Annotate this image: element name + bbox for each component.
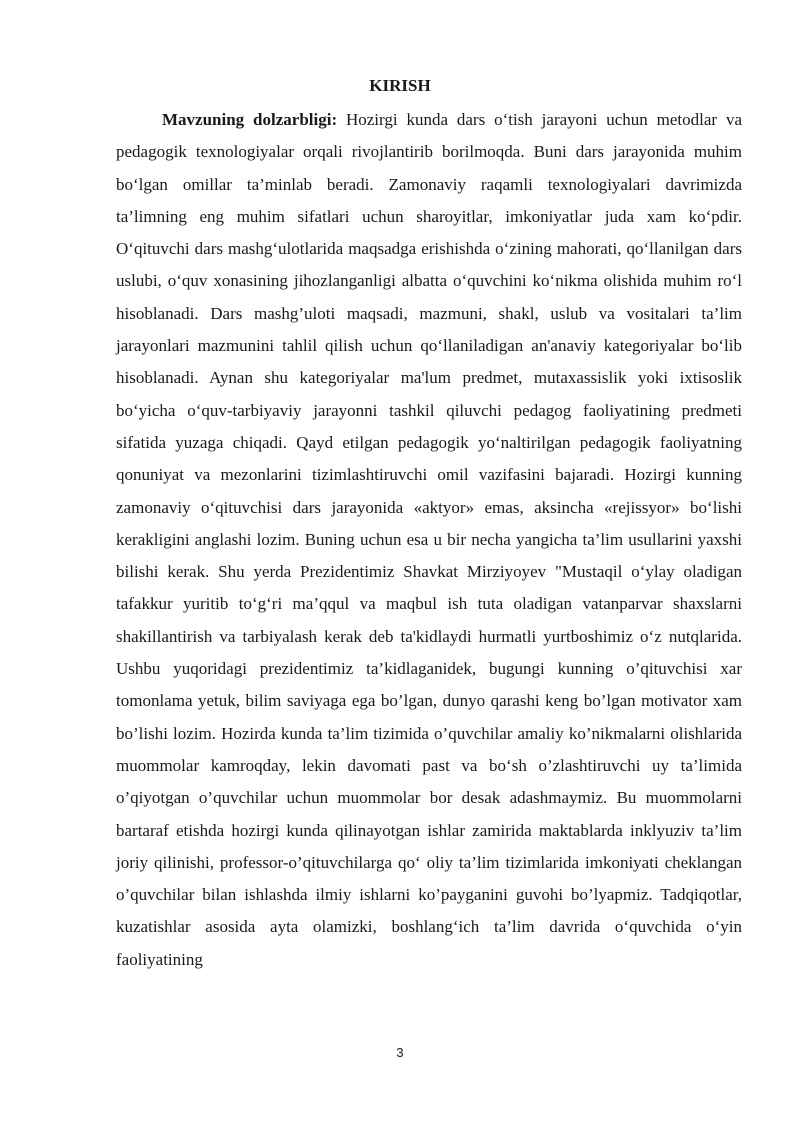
section-heading: KIRISH	[369, 76, 431, 95]
lead-label: Mavzuning dolzarbligi:	[162, 110, 338, 129]
body-paragraph	[116, 104, 742, 976]
paragraph-text: Hozirgi kunda dars o‘tish jarayoni uchun metodlar va pedagogik texnologiyalar orqali rivojlantirib borilmoqda. Buni dars jarayonida muhim bo‘lgan omillar ta’minlab beradi. Zamonaviy raqamli texnologiyalari davrimizda ta’limning eng muhim sifatlari uchun sharoyitlar, imkoniyatlar juda xam ko‘pdir. O‘qituvchi dars mashg‘ulotlarida maqsadga erishishda o‘zining mahorati, qo‘llanilgan dars uslubi, o‘quv xonasining jihozlanganligi albatta o‘quvchini ko‘nikma olishida muhim ro‘l hisoblanadi. Dars mashg’uloti maqsadi, mazmuni, shakl, uslub va vositalari ta’lim jarayonlari mazmunini tahlil qilish uchun qo‘llaniladigan an'anaviy kategoriyalar bo‘lib hisoblanadi. Aynan shu kategoriyalar ma'lum predmet, mutaxassislik yoki ixtisoslik bo‘yicha o‘quv-tarbiyaviy jarayonni tashkil qiluvchi pedagog faoliyatining predmeti sifatida yuzaga chiqadi. Qayd etilgan pedagogik yo‘naltirilgan pedagogik faoliyatning qonuniyat va mezonlarini tizimlashtiruvchi omil vazifasini bajaradi. Hozirgi kunning zamonaviy o‘qituvchisi dars jarayonida «aktyor» emas, aksincha «rejissyor» bo‘lishi kerakligini anglashi lozim. Buning uchun esa u bir necha yangicha ta’lim usullarini yaxshi bilishi kerak. Shu yerda Prezidentimiz Shavkat Mirziyoyev "Mustaqil o‘ylay oladigan tafakkur yuritib to‘g‘ri ma’qqul va maqbul ish tuta oladigan vatanparvar shaxslarni shakillantirish va tarbiyalash kerak deb ta'kidlaydi hurmatli yurtboshimiz o‘z nutqlarida. Ushbu yuqoridagi prezidentimiz ta’kidlaganidek, bugungi kunning o’qituvchisi xar tomonlama yetuk, bilim saviyaga ega bo’lgan, dunyo qarashi keng bo’lgan motivator xam bo’lishi lozim. Hozirda kunda ta’lim tizimida o’quvchilar amaliy ko’nikmalarni olishlarida muommolar kamroqday, lekin davomati past va bo‘sh o’zlashtiruvchi uy ta’limida o’qiyotgan o’quvchilar uchun muommolar bor desak adashmaymiz. Bu muommolarni bartaraf etishda hozirgi kunda qilinayotgan ishlar zamirida maktablarda inklyuziv ta’lim joriy qilinishi, professor-o’qituvchilarga qo‘ oliy ta’lim tizimlarida imkoniyati cheklangan o’quvchilar bilan ishlashda ilmiy ishlarni ko’payganini guvohi bo’lyapmiz. Tadqiqotlar, kuzatishlar asosida ayta olamizki, boshlang‘ich ta’lim davrida o‘quvchida o‘yin faoliyatining	[116, 110, 742, 969]
page-number: 3	[396, 1045, 404, 1060]
